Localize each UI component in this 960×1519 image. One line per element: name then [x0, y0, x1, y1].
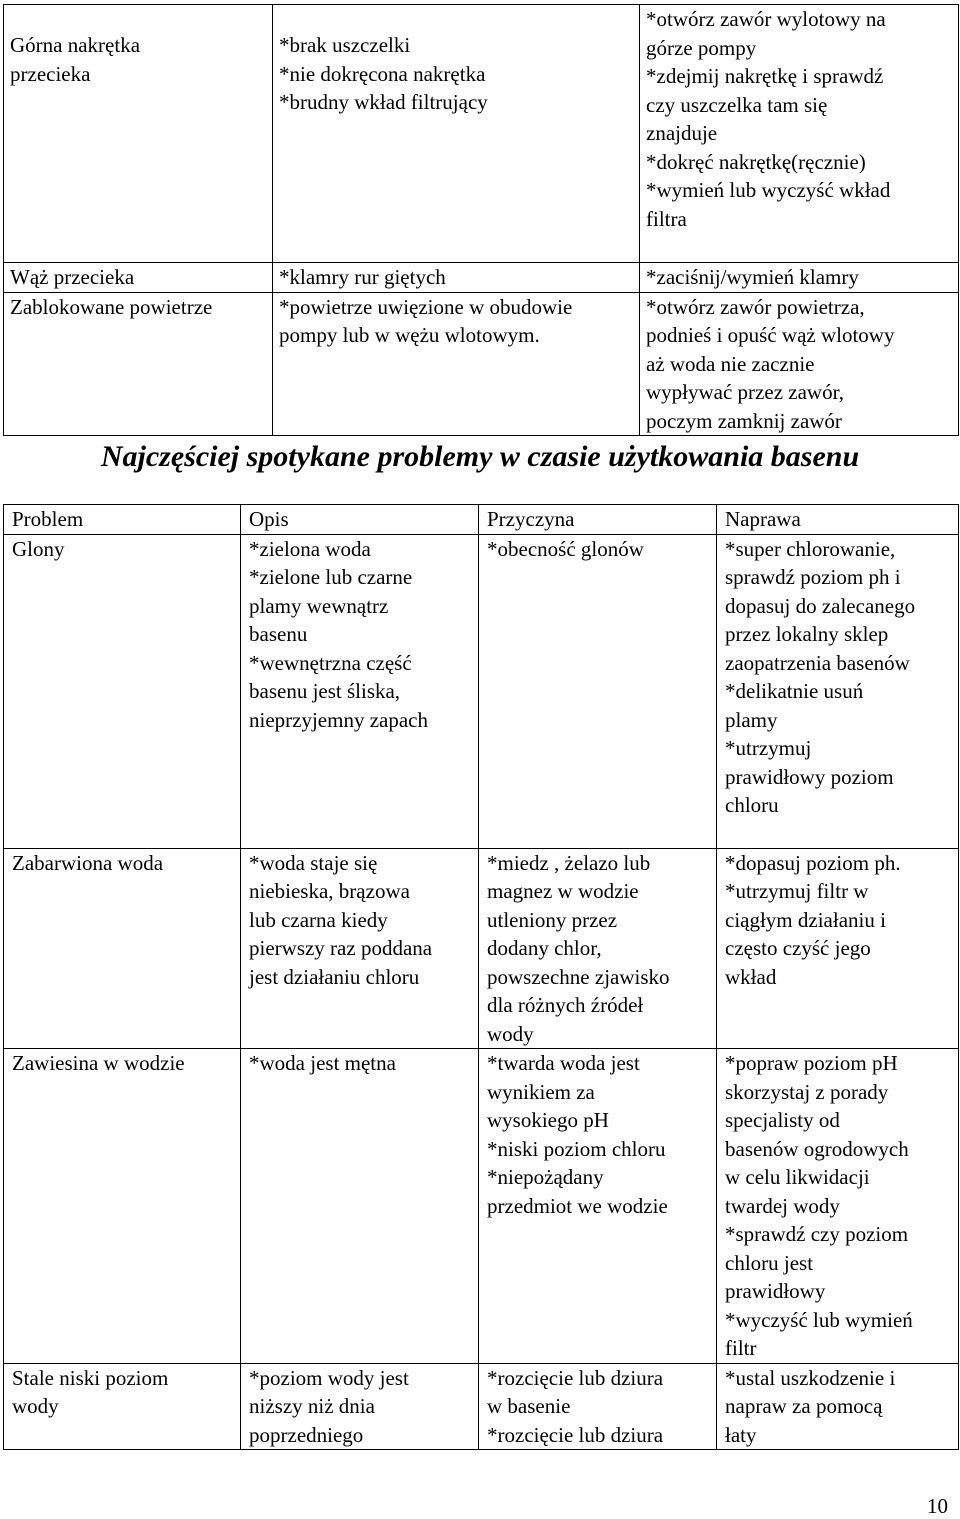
- problem-cell: Zawiesina w wodzie: [4, 1049, 241, 1364]
- problem-cell: Wąż przecieka: [4, 263, 273, 293]
- cause-cell: *obecność glonów: [479, 534, 717, 848]
- description-cell: *poziom wody jest niższy niż dnia poprzedniego: [241, 1363, 479, 1450]
- cause-cell: *brak uszczelki *nie dokręcona nakrętka *brudny wkład filtrujący: [273, 5, 640, 263]
- table-row: [4, 1363, 959, 1450]
- description-cell: *woda jest mętna: [241, 1049, 479, 1364]
- column-header-cause: Przyczyna: [479, 505, 717, 535]
- troubleshooting-table-pool: [3, 504, 959, 1450]
- fix-cell: *dopasuj poziom ph. *utrzymuj filtr w ciągłym działaniu i często czyść jego wkład: [717, 848, 959, 1049]
- column-header-fix: Naprawa: [717, 505, 959, 535]
- problem-cell: Zablokowane powietrze: [4, 292, 273, 436]
- fix-cell: *otwórz zawór wylotowy na górze pompy *zdejmij nakrętkę i sprawdź czy uszczelka tam się znajduje *dokręć nakrętkę(ręcznie) *wymień lub wyczyść wkład filtra: [640, 5, 959, 263]
- problem-cell: Stale niski poziom wody: [4, 1363, 241, 1450]
- description-cell: *woda staje się niebieska, brązowa lub czarna kiedy pierwszy raz poddana jest działaniu chloru: [241, 848, 479, 1049]
- column-header-problem: Problem: [4, 505, 241, 535]
- table-row: [4, 534, 959, 848]
- table-header-row: [4, 505, 959, 535]
- fix-cell: *popraw poziom pH skorzystaj z porady specjalisty od basenów ogrodowych w celu likwidacji twardej wody *sprawdź czy poziom chloru jest prawidłowy *wyczyść lub wymień filtr: [717, 1049, 959, 1364]
- cause-cell: *rozcięcie lub dziura w basenie *rozcięcie lub dziura: [479, 1363, 717, 1450]
- table-row: [4, 5, 959, 263]
- cause-cell: *klamry rur giętych: [273, 263, 640, 293]
- cause-cell: *twarda woda jest wynikiem za wysokiego pH *niski poziom chloru *niepożądany przedmiot we wodzie: [479, 1049, 717, 1364]
- cause-cell: *powietrze uwięzione w obudowie pompy lub w wężu wlotowym.: [273, 292, 640, 436]
- problem-cell: Zabarwiona woda: [4, 848, 241, 1049]
- fix-cell: *zaciśnij/wymień klamry: [640, 263, 959, 293]
- table-row: [4, 263, 959, 293]
- page-number: 10: [927, 1494, 948, 1518]
- fix-cell: *ustal uszkodzenie i napraw za pomocą łaty: [717, 1363, 959, 1450]
- problem-cell: Glony: [4, 534, 241, 848]
- table-row: [4, 292, 959, 436]
- fix-cell: *otwórz zawór powietrza, podnieś i opuść wąż wlotowy aż woda nie zacznie wypływać przez zawór, poczym zamknij zawór: [640, 292, 959, 436]
- troubleshooting-table-pump: [3, 4, 959, 436]
- column-header-description: Opis: [241, 505, 479, 535]
- section-heading: Najczęściej spotykane problemy w czasie użytkowania basenu: [100, 440, 860, 473]
- problem-cell: Górna nakrętka przecieka: [4, 5, 273, 263]
- table-row: [4, 1049, 959, 1364]
- table-row: [4, 848, 959, 1049]
- description-cell: *zielona woda *zielone lub czarne plamy wewnątrz basenu *wewnętrzna część basenu jest śliska, nieprzyjemny zapach: [241, 534, 479, 848]
- fix-cell: *super chlorowanie, sprawdź poziom ph i dopasuj do zalecanego przez lokalny sklep zaopatrzenia basenów *delikatnie usuń plamy *utrzymuj prawidłowy poziom chloru: [717, 534, 959, 848]
- cause-cell: *miedz , żelazo lub magnez w wodzie utleniony przez dodany chlor, powszechne zjawisko dla różnych źródeł wody: [479, 848, 717, 1049]
